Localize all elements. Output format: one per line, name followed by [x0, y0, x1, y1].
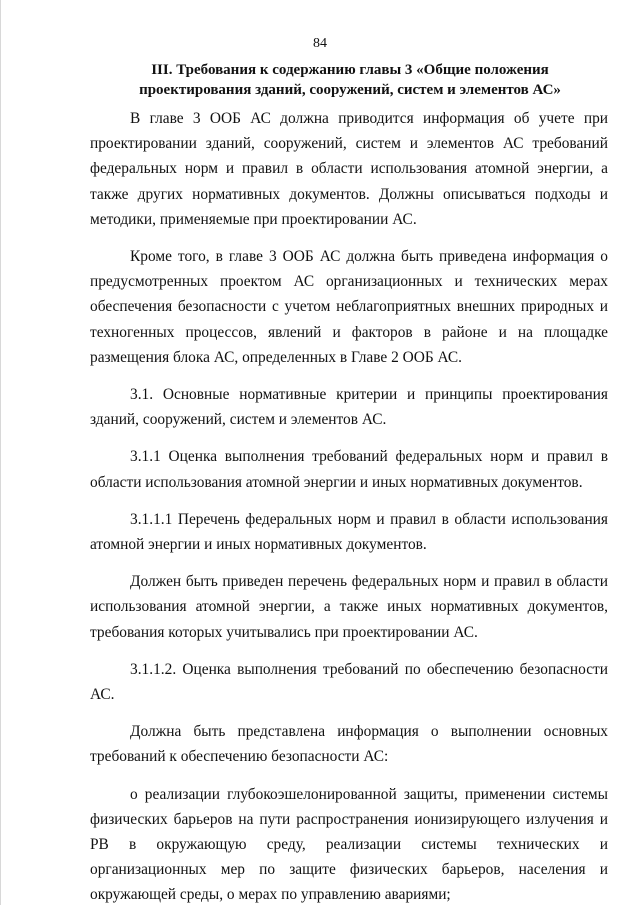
page-number: 84 — [313, 36, 327, 51]
paragraph-safety-measures: Кроме того, в главе 3 ООБ АС должна быть приведена информация о предусмотренных проектом АС организационных и технических мерах обеспечения безопасности с учетом неблагоприятных внешних природных и техногенных процессов, явлений и факторов в районе и на площадке размещения блока АС, определенных в Главе 2 ООБ АС. — [90, 248, 608, 366]
subsection-3-1-1-1: 3.1.1.1 Перечень федеральных норм и правил в области использования атомной энергии и иных нормативных документов. — [90, 510, 608, 554]
paragraph-chapter3-intro: В главе 3 ООБ АС должна приводится информация об учете при проектировании зданий, сооружений, систем и элементов АС требований федеральных норм и правил в области использования атомной энергии, а также других нормативных документов. Должны описываться подходы и методики, применяемые при проектировании АС. — [90, 110, 608, 228]
paragraph-defense-in-depth: о реализации глубокоэшелонированной защиты, применении системы физических барьеров на пути распространения ионизирующего излучения и РВ в окружающую среду, реализации системы технических и организационных мер по защите физических барьеров, населения и окружающей среды, о мерах по управлению авариями; — [90, 785, 608, 904]
section-title-line-1: III. Требования к содержанию главы 3 «Общие положения — [151, 62, 549, 78]
subsection-3-1: 3.1. Основные нормативные критерии и принципы проектирования зданий, сооружений, систем и элементов АС. — [90, 386, 608, 429]
paragraph-requirements-info: Должна быть представлена информация о выполнении основных требований к обеспечению безопасности АС: — [90, 723, 608, 766]
subsection-3-1-1: 3.1.1 Оценка выполнения требований федеральных норм и правил в области использования атомной энергии и иных нормативных документов. — [90, 448, 608, 491]
subsection-3-1-1-2: 3.1.1.2. Оценка выполнения требований по обеспечению безопасности АС. — [90, 660, 608, 704]
paragraph-norms-list: Должен быть приведен перечень федеральных норм и правил в области использования атомной энергии, а также иных нормативных документов, требования которых учитывались при проектировании АС. — [90, 573, 608, 641]
section-title — [90, 60, 610, 100]
document-body — [90, 106, 608, 905]
section-title-line-2: проектирования зданий, сооружений, систем и элементов АС» — [139, 82, 561, 98]
